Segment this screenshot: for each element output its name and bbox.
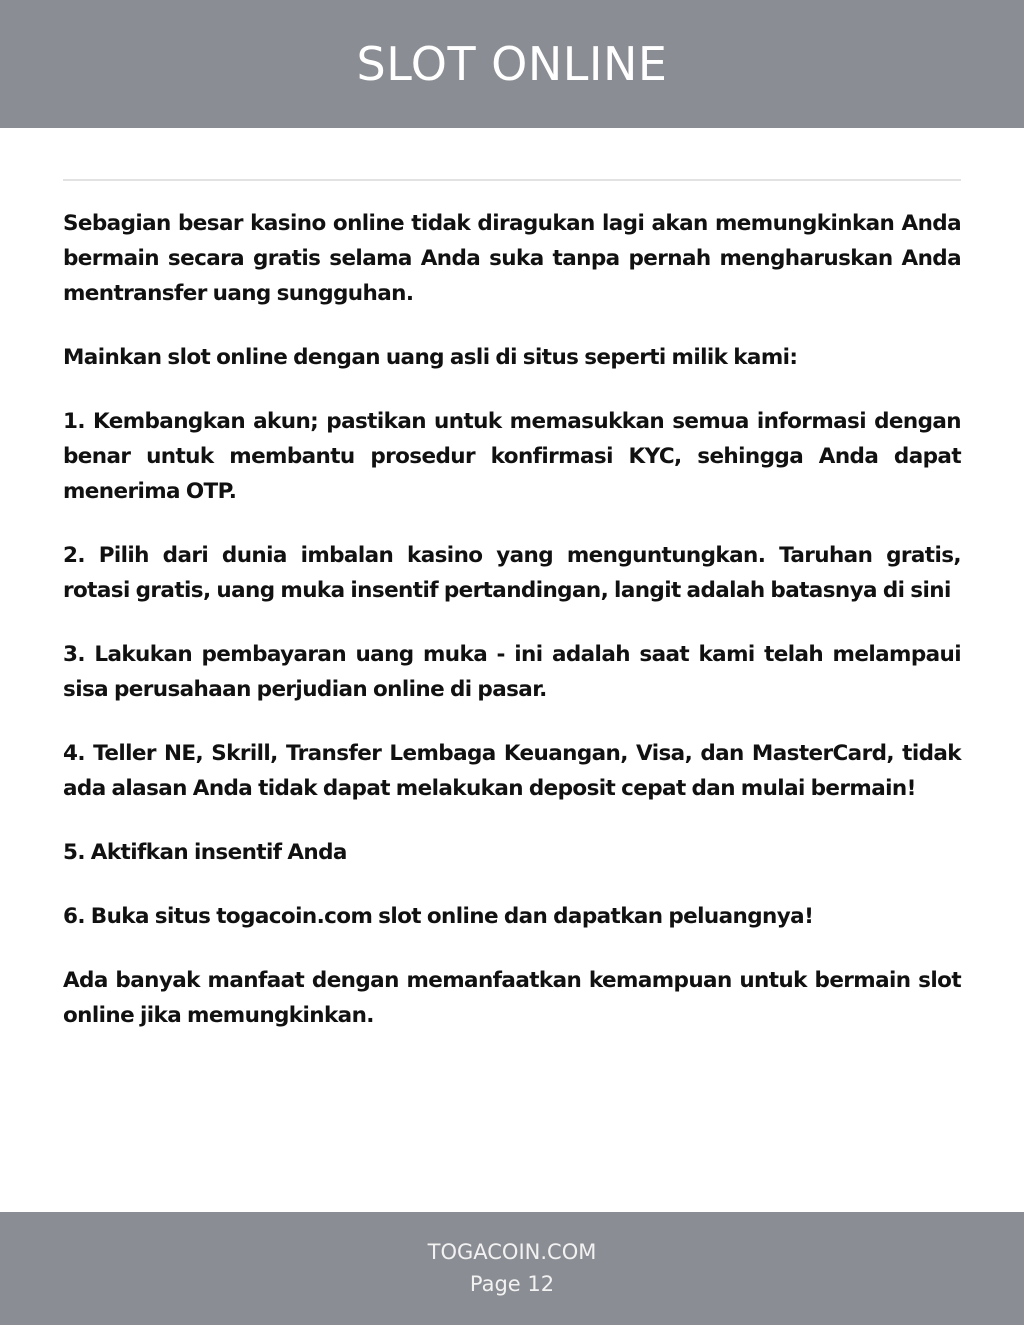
list-item-step-2: 2. Pilih dari dunia imbalan kasino yang menguntungkan. Taruhan gratis, rotasi gratis, uang muka insentif pertandingan, langit adalah batasnya di sini (63, 543, 961, 603)
document-body (63, 206, 961, 1062)
paragraph-intro: Sebagian besar kasino online tidak diragukan lagi akan memungkinkan Anda bermain secara gratis selama Anda suka tanpa pernah mengharuskan Anda mentransfer uang sungguhan. (63, 211, 961, 306)
list-item-step-6: 6. Buka situs togacoin.com slot online dan dapatkan peluangnya! (63, 904, 814, 929)
page-number: Page 12 (469, 1272, 555, 1296)
header-divider (63, 179, 961, 181)
list-item-step-3: 3. Lakukan pembayaran uang muka - ini adalah saat kami telah melampaui sisa perusahaan perjudian online di pasar. (63, 642, 961, 702)
page-header (0, 0, 1024, 128)
page-footer (0, 1212, 1024, 1325)
list-item-step-1: 1. Kembangkan akun; pastikan untuk memasukkan semua informasi dengan benar untuk membantu prosedur konfirmasi KYC, sehingga Anda dapat menerima OTP. (63, 409, 961, 504)
paragraph-conclusion: Ada banyak manfaat dengan memanfaatkan kemampuan untuk bermain slot online jika memungkinkan. (63, 968, 961, 1028)
footer-site-name: TOGACOIN.COM (427, 1240, 597, 1264)
paragraph-lead-in: Mainkan slot online dengan uang asli di situs seperti milik kami: (63, 345, 798, 370)
list-item-step-4: 4. Teller NE, Skrill, Transfer Lembaga Keuangan, Visa, dan MasterCard, tidak ada alasan Anda tidak dapat melakukan deposit cepat dan mulai bermain! (63, 741, 961, 801)
list-item-step-5: 5. Aktifkan insentif Anda (63, 840, 347, 865)
page-title: SLOT ONLINE (356, 37, 668, 91)
